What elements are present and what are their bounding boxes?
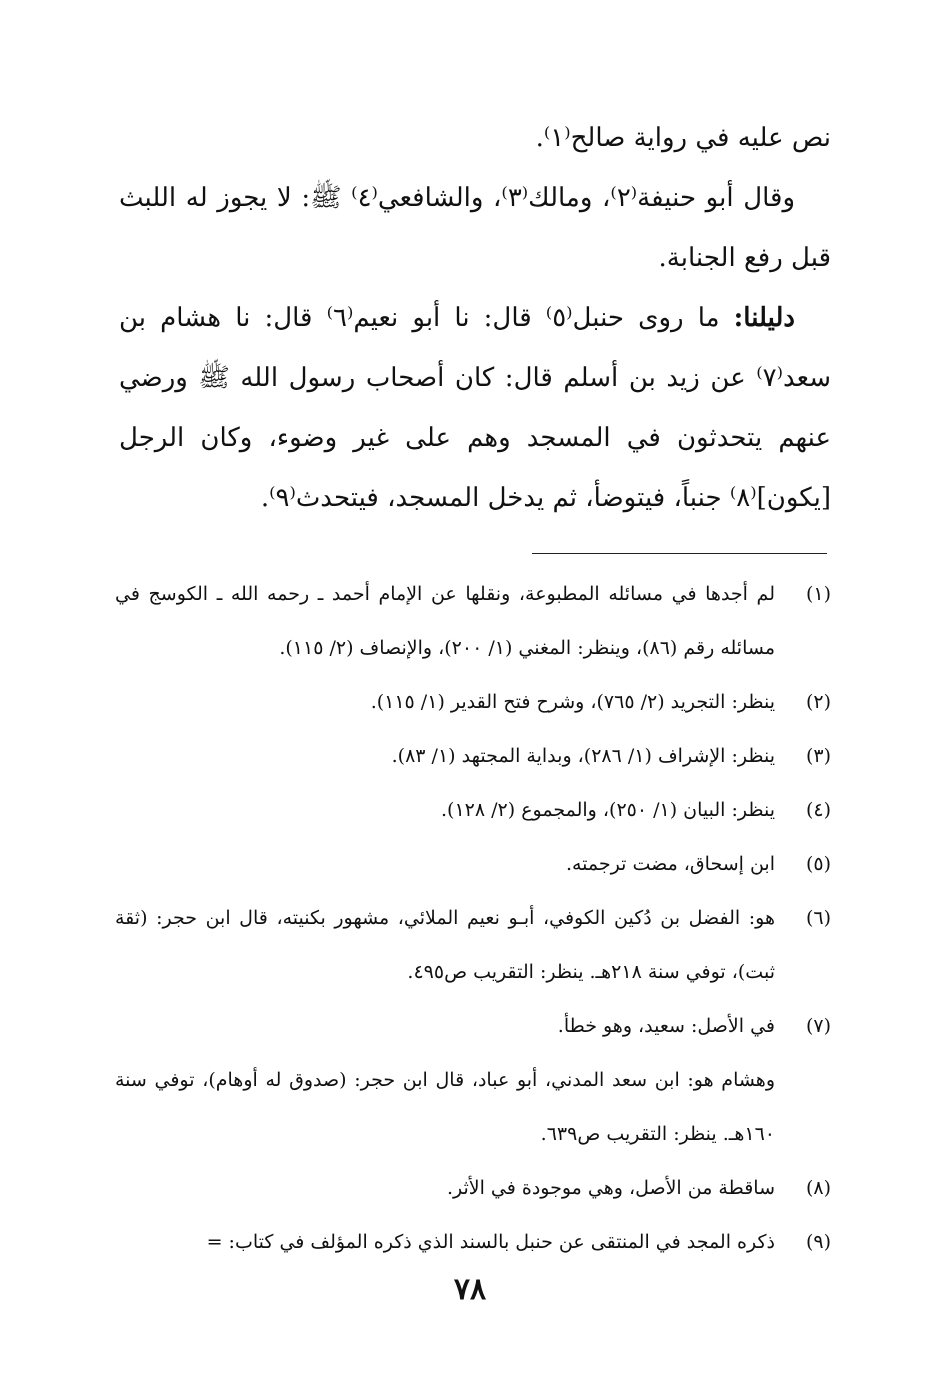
evidence-text: ما روى حنبل⁽٥⁾ قال: نا أبو نعيم⁽٦⁾ قال: نا هشام بن سعد⁽٧⁾ عن زيد بن أسلم قال: كان أصحاب رسول الله ﷺ ورضي عنهم يتحدثون في المسجد وهم على غير وضوء، وكان الرجل [يكون]⁽٨⁾ جنباً، فيتوضأ، ثم يدخل المسجد، فيتحدث⁽٩⁾. xyxy=(119,303,831,513)
footnote-2 xyxy=(115,675,831,729)
footnote-text: ابن إسحاق، مضت ترجمته. xyxy=(565,853,775,875)
page-number: ٧٨ xyxy=(453,1272,487,1307)
footnote-text: ذكره المجد في المنتقى عن حنبل بالسند الذي ذكره المؤلف في كتاب: = xyxy=(206,1231,775,1253)
footnote-7-continuation: وهشام هو: ابن سعد المدني، أبو عباد، قال ابن حجر: (صدوق له أوهام)، توفي سنة ١٦٠هـ. ينظر: التقريب ص٦٣٩. xyxy=(115,1069,775,1145)
footnote-text: ينظر: التجريد (٢/ ٧٦٥)، وشرح فتح القدير (١/ ١١٥). xyxy=(370,691,775,713)
footnote-7 xyxy=(115,999,831,1053)
footnote-5 xyxy=(115,837,831,891)
footnote-number: (٧) xyxy=(805,1015,831,1037)
main-text-block xyxy=(119,108,831,528)
footnote-number: (٥) xyxy=(805,853,831,875)
footnote-text: ينظر: البيان (١/ ٢٥٠)، والمجموع (٢/ ١٢٨). xyxy=(441,799,775,821)
footnote-number: (٤) xyxy=(805,799,831,821)
main-paragraph-2: وقال أبو حنيفة⁽٢⁾، ومالك⁽٣⁾، والشافعي⁽٤⁾ ﷺ: لا يجوز له اللبث قبل رفع الجنابة. xyxy=(119,183,831,273)
main-paragraph-3 xyxy=(119,288,831,528)
footnote-3 xyxy=(115,729,831,783)
main-paragraph-1: نص عليه في رواية صالح⁽١⁾. xyxy=(535,123,831,153)
footnote-number: (٨) xyxy=(805,1177,831,1199)
footnote-9 xyxy=(115,1215,831,1269)
footnote-number: (٦) xyxy=(805,907,831,929)
footnote-6 xyxy=(115,891,831,999)
footnote-8 xyxy=(115,1161,831,1215)
footnote-text: ينظر: الإشراف (١/ ٢٨٦)، وبداية المجتهد (١/ ٨٣). xyxy=(391,745,775,767)
footnote-1 xyxy=(115,567,831,675)
footnotes-section xyxy=(115,567,831,1269)
footnote-number: (٣) xyxy=(805,745,831,767)
footnote-number: (٢) xyxy=(805,691,831,713)
footnote-number: (٩) xyxy=(805,1231,831,1253)
footnote-4 xyxy=(115,783,831,837)
footnote-text: ساقطة من الأصل، وهي موجودة في الأثر. xyxy=(446,1177,775,1199)
footnote-text: هو: الفضل بن دُكين الكوفي، أبـو نعيم الملائي، مشهور بكنيته، قال ابن حجر: (ثقة ثبت)، توفي سنة ٢١٨هـ. ينظر: التقريب ص٤٩٥. xyxy=(115,907,775,983)
footnote-text: لم أجدها في مسائله المطبوعة، ونقلها عن الإمام أحمد ـ رحمه الله ـ الكوسج في مسائله رقم (٨٦)، وينظر: المغني (١/ ٢٠٠)، والإنصاف (٢/ ١١٥). xyxy=(115,583,775,659)
footnote-divider xyxy=(532,553,827,554)
evidence-heading: دليلنا: xyxy=(733,303,795,333)
footnote-text: في الأصل: سعيد، وهو خطأ. xyxy=(557,1015,775,1037)
footnote-number: (١) xyxy=(805,583,831,605)
